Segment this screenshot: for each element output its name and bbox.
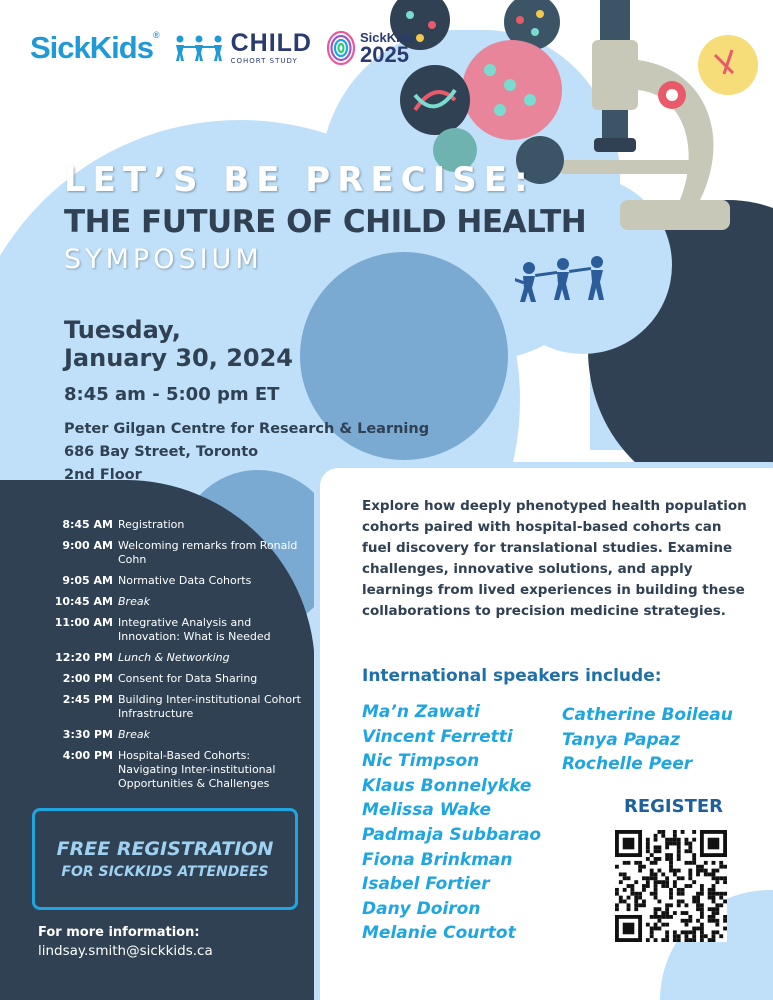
schedule-item xyxy=(44,728,309,742)
schedule-time: 8:45 AM xyxy=(62,518,113,531)
schedule-desc: Hospital-Based Cohorts: Navigating Inter-institutional Opportunities & Challenges xyxy=(118,749,276,790)
schedule-item xyxy=(44,693,309,721)
speaker-name: Melanie Courtot xyxy=(362,923,516,944)
headline-line1: LET’S BE PRECISE: xyxy=(64,160,535,200)
schedule-desc: Break xyxy=(118,595,150,608)
speaker-name: Klaus Bonnelykke xyxy=(362,775,532,796)
more-info-label: For more information: xyxy=(38,925,200,940)
logo-bar xyxy=(30,26,415,70)
schedule-item xyxy=(44,595,309,609)
schedule-time: 12:20 PM xyxy=(55,651,113,664)
child-cohort-logo xyxy=(173,31,312,65)
speaker-name: Padmaja Subbarao xyxy=(362,824,542,845)
speaker-name: Vincent Ferretti xyxy=(362,726,513,747)
speaker-name: Isabel Fortier xyxy=(362,874,490,895)
event-date-line1: Tuesday, xyxy=(64,316,181,344)
speaker-name: Tanya Papaz xyxy=(562,729,681,750)
speakers-heading: International speakers include: xyxy=(362,666,662,686)
venue-line3: 2nd Floor xyxy=(64,467,142,483)
schedule-item xyxy=(44,518,309,532)
speaker-name: Dany Doiron xyxy=(362,898,481,919)
speakers-list-col2 xyxy=(562,703,733,777)
child-logo-subtitle: COHORT STUDY xyxy=(230,57,298,65)
schedule-time: 3:30 PM xyxy=(62,728,113,741)
venue-line2: 686 Bay Street, Toronto xyxy=(64,444,259,460)
speaker-name: Ma’n Zawati xyxy=(362,702,480,722)
schedule-item xyxy=(44,539,309,567)
sickkids-logo-text: SickKids xyxy=(30,30,153,65)
speaker-name: Catherine Boileau xyxy=(562,705,733,725)
speaker-name: Melissa Wake xyxy=(362,800,492,821)
fingerprint-icon xyxy=(326,30,356,66)
schedule-time: 2:45 PM xyxy=(62,693,113,706)
schedule-time: 4:00 PM xyxy=(62,749,113,762)
schedule-desc: Welcoming remarks from Ronald Cohn xyxy=(118,539,298,566)
schedule-desc: Registration xyxy=(118,518,185,531)
badge-logo-name: SickKids xyxy=(359,29,415,45)
headline-line2: THE FUTURE OF CHILD HEALTH xyxy=(64,204,587,240)
schedule-desc: Integrative Analysis and Innovation: What is Needed xyxy=(118,616,271,643)
schedule-desc: Normative Data Cohorts xyxy=(118,574,252,587)
headline-line3: SYMPOSIUM xyxy=(64,244,263,275)
speaker-name: Rochelle Peer xyxy=(562,754,693,775)
event-description: Explore how deeply phenotyped health population cohorts paired with hospital-based cohorts can fuel discovery for translational studies. Examine challenges, innovative solutions, and apply learnings from lived experiences in building these collaborations to precision medicine strategies. xyxy=(362,498,747,619)
child-figures-icon xyxy=(515,256,611,306)
sickkids-2025-logo xyxy=(326,30,415,66)
sickkids-logo: SickKids® xyxy=(30,30,159,65)
free-registration-box xyxy=(32,808,298,910)
event-date-line2: January 30, 2024 xyxy=(64,344,293,372)
schedule-list xyxy=(44,518,309,798)
registration-line2: FOR SICKKIDS ATTENDEES xyxy=(61,864,269,880)
event-time: 8:45 am - 5:00 pm ET xyxy=(64,384,280,405)
speaker-name: Nic Timpson xyxy=(362,751,480,772)
venue-line1: Peter Gilgan Centre for Research & Learning xyxy=(64,421,430,437)
register-qr-code-icon[interactable] xyxy=(615,830,727,942)
registration-line1: FREE REGISTRATION xyxy=(56,838,274,860)
schedule-item xyxy=(44,749,309,791)
schedule-item xyxy=(44,616,309,644)
schedule-desc: Break xyxy=(118,728,150,741)
event-date xyxy=(64,316,293,372)
speaker-name: Fiona Brinkman xyxy=(362,849,513,870)
schedule-time: 2:00 PM xyxy=(62,672,113,685)
contact-email[interactable]: lindsay.smith@sickkids.ca xyxy=(38,943,213,959)
child-logo-title: CHILD xyxy=(230,29,312,57)
schedule-time: 9:00 AM xyxy=(62,539,113,552)
schedule-item xyxy=(44,672,309,686)
schedule-time: 9:05 AM xyxy=(62,574,113,587)
schedule-item xyxy=(44,651,309,665)
schedule-time: 11:00 AM xyxy=(54,616,113,629)
schedule-desc: Building Inter-institutional Cohort Infrastructure xyxy=(118,693,301,720)
badge-logo-year: 2025 xyxy=(359,41,409,67)
schedule-item xyxy=(44,574,309,588)
event-venue xyxy=(64,418,429,487)
register-label: REGISTER xyxy=(624,796,724,817)
schedule-desc: Consent for Data Sharing xyxy=(118,672,258,685)
schedule-time: 10:45 AM xyxy=(54,595,113,608)
schedule-desc: Lunch & Networking xyxy=(118,651,230,664)
people-figures-icon xyxy=(173,34,225,62)
speakers-list-col1 xyxy=(362,700,541,946)
